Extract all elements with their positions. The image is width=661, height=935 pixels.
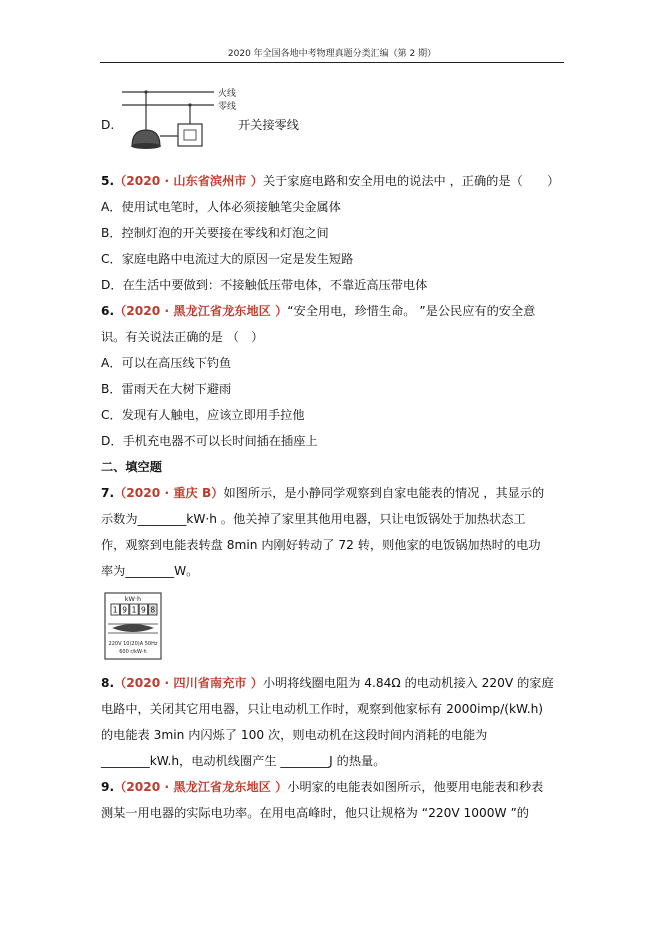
q9-line-2: 测某一用电器的实际电功率。在用电高峰时，他只让规格为 “220V 1000W ”的 <box>101 806 529 820</box>
q5-source: （2020 · 山东省滨州市 ） <box>114 174 263 188</box>
meter-digit-1: 1 <box>112 605 118 615</box>
meter-digit-2: 9 <box>122 605 127 615</box>
q7-line-3: 作，观察到电能表转盘 8min 内刚好转动了 72 转，则他家的电饭锅加热时的电功 <box>101 538 541 552</box>
section-title: 二、填空题 <box>101 460 162 474</box>
q6-option-d: D．手机充电器不可以长时间插在插座上 <box>101 434 318 448</box>
q8-line-1: 小明将线圈电阻为 4.84Ω 的电动机接入 220V 的家庭 <box>262 676 554 690</box>
q8-stem <box>101 675 554 691</box>
circuit-diagram <box>118 86 250 154</box>
q8-number: 8. <box>101 676 115 690</box>
q6-question-1: “安全用电，珍惜生命。 ”是公民应有的安全意 <box>287 304 536 318</box>
q8-line-3: 的电能表 3min 内闪烁了 100 次，则电动机在这段时间内消耗的电能为 <box>101 728 488 742</box>
q6-stem <box>101 303 535 319</box>
neutral-wire-label: 零线 <box>218 102 237 112</box>
q8-line-4: ________kW.h，电动机线圈产生 ________J 的热量。 <box>101 754 386 768</box>
q4-option-d-label: D. <box>101 118 115 132</box>
electric-meter <box>104 592 162 660</box>
page-header: 2020 年全国各地中考物理真题分类汇编（第 2 期） <box>227 49 437 59</box>
q7-source: （2020 · 重庆 B） <box>114 486 224 500</box>
meter-digit-5: 8 <box>150 605 156 615</box>
q7-stem <box>101 485 544 501</box>
q5-stem <box>101 173 559 189</box>
q9-stem <box>101 779 543 795</box>
q5-option-c: C．家庭电路中电流过大的原因一定是发生短路 <box>101 252 354 266</box>
q7-number: 7. <box>101 486 115 500</box>
meter-digit-4: 9 <box>141 605 146 615</box>
live-wire-label: 火线 <box>218 89 237 99</box>
q8-line-2: 电路中，关闭其它用电器，只让电动机工作时，观察到他家标有 2000imp/(kW.h) <box>101 702 544 716</box>
q5-question: 关于家庭电路和安全用电的说法中 ，正确的是（ ） <box>262 174 560 188</box>
q6-number: 6. <box>101 304 115 318</box>
meter-digit-3: 1 <box>131 605 137 615</box>
q6-option-b: B．雷雨天在大树下避雨 <box>101 382 232 396</box>
q8-source: （2020 · 四川省南充市 ） <box>114 676 263 690</box>
meter-rate: 600 r/kW·h <box>119 649 147 655</box>
q7-line-2: 示数为________kW·h 。他关掉了家里其他用电器，只让电饭锅处于加热状态工 <box>101 512 526 526</box>
q5-option-b: B．控制灯泡的开关要接在零线和灯泡之间 <box>101 226 329 240</box>
q7-line-1: 如图所示，是小静同学观察到自家电能表的情况 ，其显示的 <box>223 486 545 500</box>
switch-icon <box>184 130 196 140</box>
q5-option-a: A．使用试电笔时，人体必须接触笔尖金属体 <box>101 200 341 214</box>
lamp-base <box>131 143 161 149</box>
q9-source: （2020 · 黑龙江省龙东地区 ） <box>114 780 288 794</box>
q5-option-d: D．在生活中要做到：不接触低压带电体，不靠近高压带电体 <box>101 278 428 292</box>
meter-unit: kW·h <box>124 595 142 603</box>
q4-option-d-text: 开关接零线 <box>238 118 299 132</box>
q9-line-1: 小明家的电能表如图所示，他要用电能表和秒表 <box>287 780 544 794</box>
q6-option-c: C．发现有人触电，应该立即用手拉他 <box>101 408 305 422</box>
meter-spec: 220V 10(20)A 50Hz <box>108 641 158 647</box>
header-divider <box>100 62 564 63</box>
q9-number: 9. <box>101 780 115 794</box>
q6-source: （2020 · 黑龙江省龙东地区 ） <box>114 304 288 318</box>
q6-option-a: A．可以在高压线下钓鱼 <box>101 356 232 370</box>
q6-question-2: 识。有关说法正确的是 （ ） <box>101 330 264 344</box>
q7-line-4: 率为________W。 <box>101 564 199 578</box>
q5-number: 5. <box>101 174 115 188</box>
